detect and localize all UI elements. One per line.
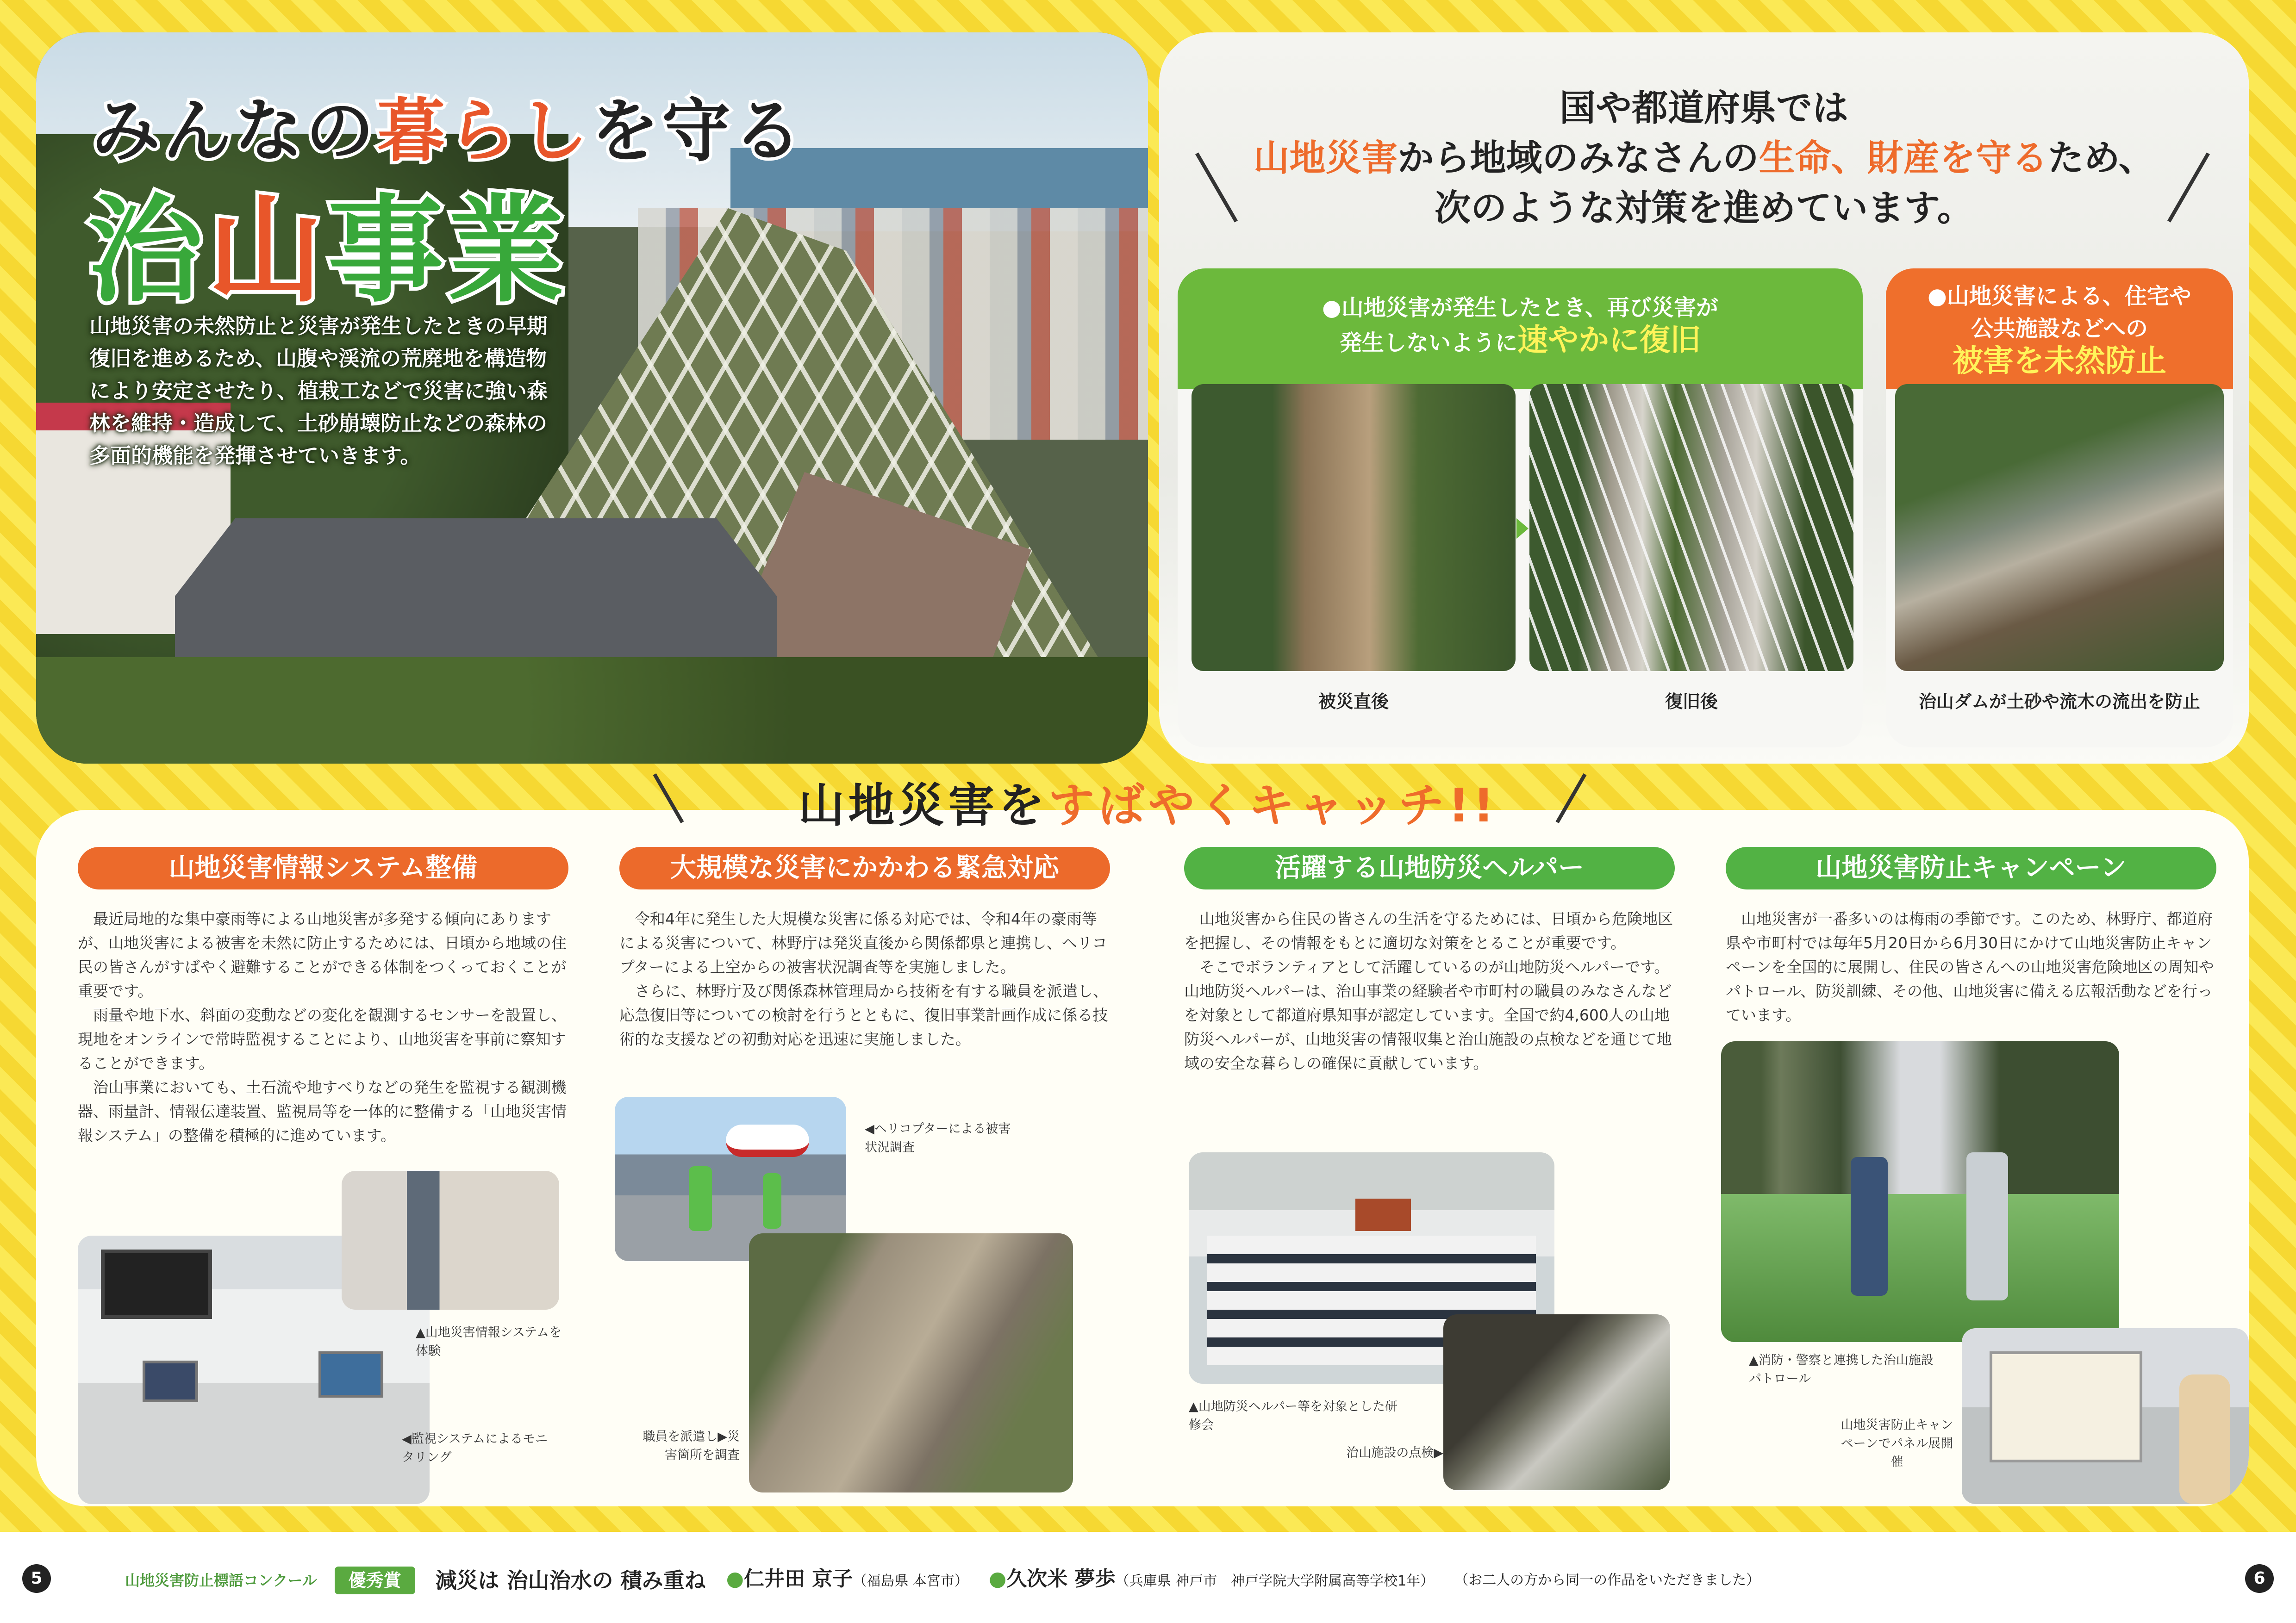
caption-check-dam: 治山ダムが土砂や流木の流出を防止 <box>1918 691 2200 712</box>
photo-after-disaster <box>1192 384 1516 671</box>
hero-title-line1: みんなの暮らしを守る <box>92 91 805 171</box>
photo-helicopter <box>726 1125 809 1157</box>
caption-site-survey: 職員を派遣し▶災害箇所を調査 <box>643 1430 740 1462</box>
countermeasures-heading: 国や都道府県では 山地災害から地域のみなさんの生命、財産を守るため、 次のような対策を進めています。 <box>1253 87 2155 229</box>
prevention-card <box>1886 268 2233 747</box>
countermeasures-panel <box>1159 32 2249 764</box>
photo-panel-exhibition <box>1962 1328 2249 1504</box>
column-disaster-helpers <box>1184 847 1675 1076</box>
photo-person <box>2179 1374 2230 1504</box>
slogan-contest-row <box>125 1565 2208 1593</box>
footer-note: （お二人の方から同一の作品をいただきました） <box>1454 1572 1760 1588</box>
column-body: 最近局地的な集中豪雨等による山地災害が多発する傾向にありますが、山地災害による被害を未然に防止するためには、日頃から地域の住民の皆さんがすばやく避難することができる体制をつくっておくことが重要です。 雨量や地下水、斜面の変動などの変化を観測するセンサーを設置し、現地をオンラインで常時監視することにより、山地災害を事前に察知することができます。 治山事業においても、土石流や地すべりなどの発生を監視する観測機器、雨量計、情報伝達装置、監視局等を一体的に整備する「山地災害情報システム」の整備を積極的に進めています。 <box>78 910 567 1144</box>
caption-facility-patrol: ▲消防・警察と連携した治山施設パトロール <box>1749 1353 1934 1386</box>
photo-facility-patrol <box>1721 1041 2119 1342</box>
column-body: 山地災害から住民の皆さんの生活を守るためには、日頃から危険地区を把握し、その情報をもとに適切な対策をとることが重要です。 そこでボランティアとして活躍しているのが山地防災ヘルパーです。山地防災ヘルパーは、治山事業の経験者や市町村の職員のみなさんなどを対象として都道府県知事が認定しています。全国で約4,600人の山地防災ヘルパーが、山地災害の情報収集と治山施設の点検などを通じて地域の安全な暮らしの確保に貢献しています。 <box>1184 910 1673 1072</box>
column-heading: 活躍する山地防災ヘルパー <box>1184 847 1675 889</box>
photo-check-dam <box>1895 384 2224 671</box>
page-number-left: 5 <box>22 1564 51 1593</box>
column-body: 令和4年に発生した大規模な災害に係る対応では、令和4年の豪雨等による災害について、林野庁は発災直後から関係都県と連携し、ヘリコプターによる上空からの被害状況調査等を実施しました。 さらに、林野庁及び関係森林管理局から技術を有する職員を派遣し、応急復旧等についての検討を行うとともに、復旧事業計画作成に係る技術的な支援などの初動対応を迅速に実施しました。 <box>619 910 1108 1048</box>
hero-title-line2: 治山事業 <box>87 183 568 318</box>
arrow-right-icon <box>1516 518 1529 539</box>
contest-label: 山地災害防止標語コンクール <box>125 1571 317 1589</box>
hero-panel <box>36 32 1148 764</box>
photo-person <box>1966 1152 2008 1300</box>
caption-training-session: ▲山地防災ヘルパー等を対象とした研修会 <box>1189 1399 1398 1432</box>
prevention-card-heading: ●山地災害による、住宅や 公共施設などへの 被害を未然防止 <box>1886 268 2233 389</box>
caption-monitoring: ◀監視システムによるモニタリング <box>402 1432 548 1465</box>
photo-facility-inspection <box>1443 1314 1670 1490</box>
photo-monitor-pc <box>143 1361 198 1402</box>
photo-person <box>689 1166 712 1231</box>
author-2: ●久次米 夢歩（兵庫県 神戸市 神戸学院大学附属高等学校1年） <box>988 1567 1435 1591</box>
column-emergency-response <box>619 847 1110 1051</box>
photo-person <box>763 1173 781 1229</box>
photo-grass-slope <box>1721 1194 2119 1342</box>
column-info-system <box>78 847 568 1148</box>
author-1: ●仁井田 京子（福島県 本宮市） <box>726 1567 968 1591</box>
recovery-card <box>1178 268 1863 747</box>
award-badge: 優秀賞 <box>335 1567 415 1594</box>
photo-exhibition-board <box>1990 1351 2142 1462</box>
column-heading: 山地災害防止キャンペーン <box>1726 847 2216 889</box>
catch-banner: 山地災害をすばやくキャッチ!! <box>798 778 1498 833</box>
caption-after-recovery: 復旧後 <box>1665 691 1718 712</box>
activities-panel <box>36 810 2249 1506</box>
hero-photo-trees <box>36 657 1148 764</box>
photo-person <box>1851 1157 1888 1296</box>
column-heading: 大規模な災害にかかわる緊急対応 <box>619 847 1110 889</box>
photo-system-experience <box>342 1171 559 1310</box>
caption-system-experience: ▲山地災害情報システムを体験 <box>416 1325 562 1358</box>
photo-monitor-pc <box>318 1351 383 1398</box>
column-heading: 山地災害情報システム整備 <box>78 847 568 889</box>
caption-after-disaster: 被災直後 <box>1318 691 1389 712</box>
footer <box>0 1532 2296 1623</box>
photo-projector-screen <box>1355 1199 1411 1231</box>
caption-facility-inspection: 治山施設の点検▶ <box>1346 1446 1443 1460</box>
caption-panel-exhibition: 山地災害防止キャンペーンでパネル展開催 <box>1841 1418 1953 1469</box>
page-number-right: 6 <box>2245 1564 2274 1593</box>
hero-lead-text: 山地災害の未然防止と災害が発生したときの早期復旧を進めるため、山腹や渓流の荒廃地を構造物により安定させたり、植栽工などで災害に強い森林を維持・造成して、土砂崩壊防止などの森林の多面的機能を発揮させていきます。 <box>89 314 548 468</box>
column-body: 山地災害が一番多いのは梅雨の季節です。このため、林野庁、都道府県や市町村では毎年5月20日から6月30日にかけて山地災害防止キャンペーンを全国的に展開し、住民の皆さんへの山地災害危険地区の周知やパトロール、防災訓練、その他、山地災害に備える広報活動などを行っています。 <box>1726 910 2214 1024</box>
column-prevention-campaign <box>1726 847 2216 1027</box>
photo-monitor-tv <box>101 1250 212 1319</box>
caption-helicopter-survey: ◀ヘリコプターによる被害状況調査 <box>865 1122 1011 1155</box>
winning-slogan: 減災は 治山治水の 積み重ね <box>435 1567 706 1593</box>
photo-after-recovery <box>1529 384 1853 671</box>
photo-site-survey <box>749 1233 1073 1492</box>
recovery-card-heading: ●山地災害が発生したとき、再び災害が 発生しないように速やかに復旧 <box>1178 268 1863 389</box>
